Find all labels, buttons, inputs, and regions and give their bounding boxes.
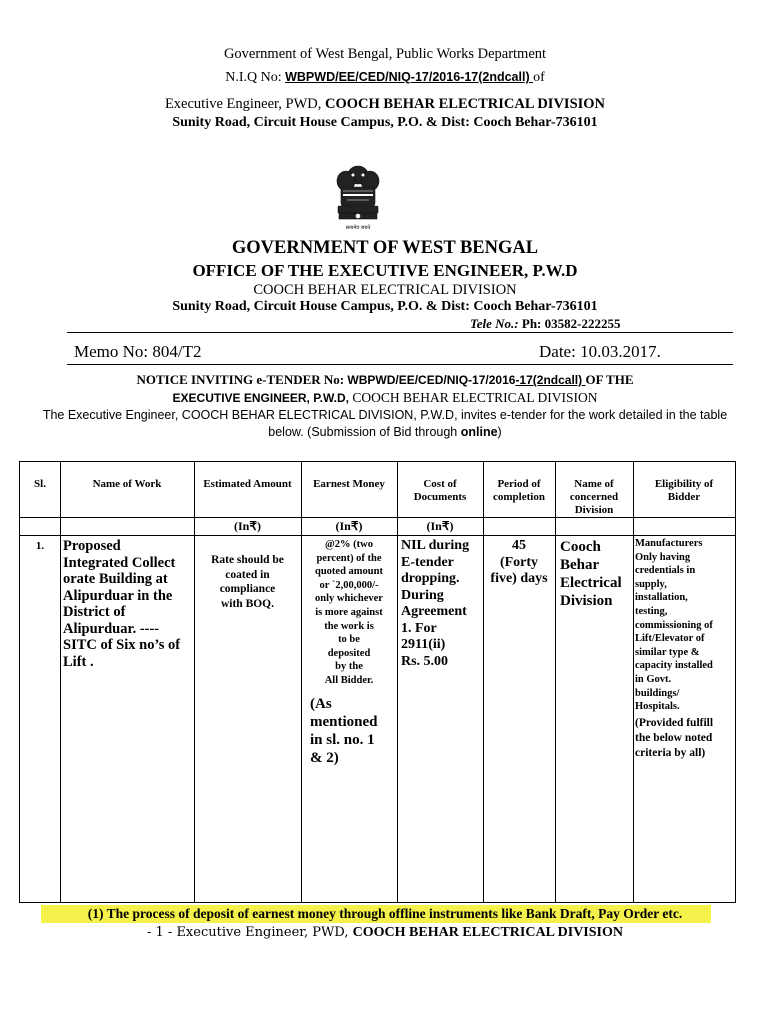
notice-description: The Executive Engineer, COOCH BEHAR ELECTRICAL DIVISION, P.W.D, invites e-tender for the work detailed in the table (42, 408, 728, 422)
page-footer (0, 925, 770, 941)
tele-value: Ph: 03582-222255 (518, 316, 621, 331)
notice-suffix: OF THE (585, 372, 634, 387)
header-niq-line (0, 70, 770, 86)
unit-estimated-amount: (In₹) (234, 519, 261, 533)
emblem-caption: सत्यमेव जयते (345, 225, 371, 231)
notice-number-call: -17(2ndcall) (515, 373, 586, 387)
row-earnest-note: (As mentioned in sl. no. 1 & 2) (310, 696, 378, 766)
col-divider (483, 462, 484, 902)
state-emblem-icon (329, 165, 387, 235)
niq-suffix: of (533, 70, 545, 85)
header-row-divider (20, 517, 735, 518)
engineer-prefix: Executive Engineer, PWD, (164, 96, 326, 112)
office-division: COOCH BEHAR ELECTRICAL DIVISION (253, 282, 517, 298)
tele-label: Tele No.: (470, 316, 519, 331)
row-name-of-work: Proposed Integrated Collect orate Building at Alipurduar in the District of Alipurduar. ---- SITC of Six no’s of Lift . (63, 538, 181, 670)
office-title-executive: OFFICE OF THE EXECUTIVE ENGINEER, P.W.D (192, 261, 578, 280)
notice-issuer-prefix: EXECUTIVE ENGINEER, P.W.D, (172, 391, 353, 405)
row-eligibility: Manufacturers Only having credentials in supply, installation, testing, commissioning of Lift/Elevator of similar type & capacity installed in Govt. buildings/ Hospitals. (635, 538, 713, 713)
notice-prefix: NOTICE INVITING e-TENDER No: (136, 372, 348, 387)
office-address: Sunity Road, Circuit House Campus, P.O. & Dist: Cooch Behar-736101 (172, 299, 598, 314)
row-eligibility-note: (Provided fulfill the below noted criteria by all) (635, 717, 714, 759)
memo-date: Date: 10.03.2017. (539, 342, 661, 361)
row-period-of-completion: 45 (Forty five) days (490, 538, 548, 586)
notice-issuer (0, 390, 770, 406)
header-period-of-completion: Period of completion (493, 478, 545, 503)
col-divider (60, 462, 61, 902)
header-department: Government of West Bengal, Public Works Department (223, 46, 547, 62)
office-telephone (470, 316, 620, 332)
earnest-money-footnote: (1) The process of deposit of earnest money through offline instruments like Bank Draft, Pay Order etc. (87, 906, 683, 921)
row-cost-of-documents: NIL during E-tender dropping. During Agreement 1. For 2911(ii) Rs. 5.00 (401, 538, 470, 669)
row-earnest-money: @2% (two percent) of the quoted amount or `2,00,000/- only whichever is more against the work is to be deposited by the All Bidder. (315, 539, 383, 686)
memo-number: Memo No: 804/T2 (74, 342, 202, 361)
unit-cost-of-documents: (In₹) (426, 519, 454, 533)
tender-table (19, 461, 736, 903)
row-estimated-amount: Rate should be coated in compliance with BOQ. (211, 554, 284, 610)
office-title-government: GOVERNMENT OF WEST BENGAL (231, 238, 539, 258)
submission-mode: online (460, 425, 498, 439)
header-concerned-division: Name of concerned Division (569, 478, 619, 516)
niq-prefix: N.I.Q No: (225, 70, 286, 85)
niq-number: WBPWD/EE/CED/NIQ-17/2016-17(2ndcall) (285, 70, 534, 84)
header-estimated-amount: Estimated Amount (203, 478, 292, 490)
row-sl: 1. (35, 540, 45, 552)
header-sl: Sl. (34, 478, 46, 490)
header-name-of-work: Name of Work (92, 478, 162, 490)
row-concerned-division: Cooch Behar Electrical Division (560, 539, 622, 609)
submission-prefix: below. (Submission of Bid through (268, 425, 461, 439)
memo-divider (67, 364, 733, 365)
header-address: Sunity Road, Circuit House Campus, P.O. & Dist: Cooch Behar-736101 (172, 115, 598, 130)
header-eligibility: Eligibility of Bidder (654, 478, 714, 503)
notice-title (0, 372, 770, 388)
notice-issuer-division: COOCH BEHAR ELECTRICAL DIVISION (352, 390, 598, 405)
col-divider (633, 462, 634, 902)
col-divider (555, 462, 556, 902)
notice-number: WBPWD/EE/CED/NIQ-17/2016 (347, 373, 516, 387)
header-engineer-line (0, 96, 770, 113)
unit-earnest-money: (In₹) (335, 519, 363, 533)
footer-prefix: - 1 - Executive Engineer, PWD, (146, 925, 353, 940)
engineer-division: COOCH BEHAR ELECTRICAL DIVISION (325, 96, 606, 112)
submission-suffix: ) (497, 425, 502, 439)
unit-row-divider (20, 535, 735, 536)
footer-division: COOCH BEHAR ELECTRICAL DIVISION (352, 925, 623, 940)
header-cost-of-documents: Cost of Documents (413, 478, 467, 503)
header-divider (67, 332, 733, 333)
header-earnest-money: Earnest Money (313, 478, 385, 490)
notice-submission (0, 425, 770, 439)
